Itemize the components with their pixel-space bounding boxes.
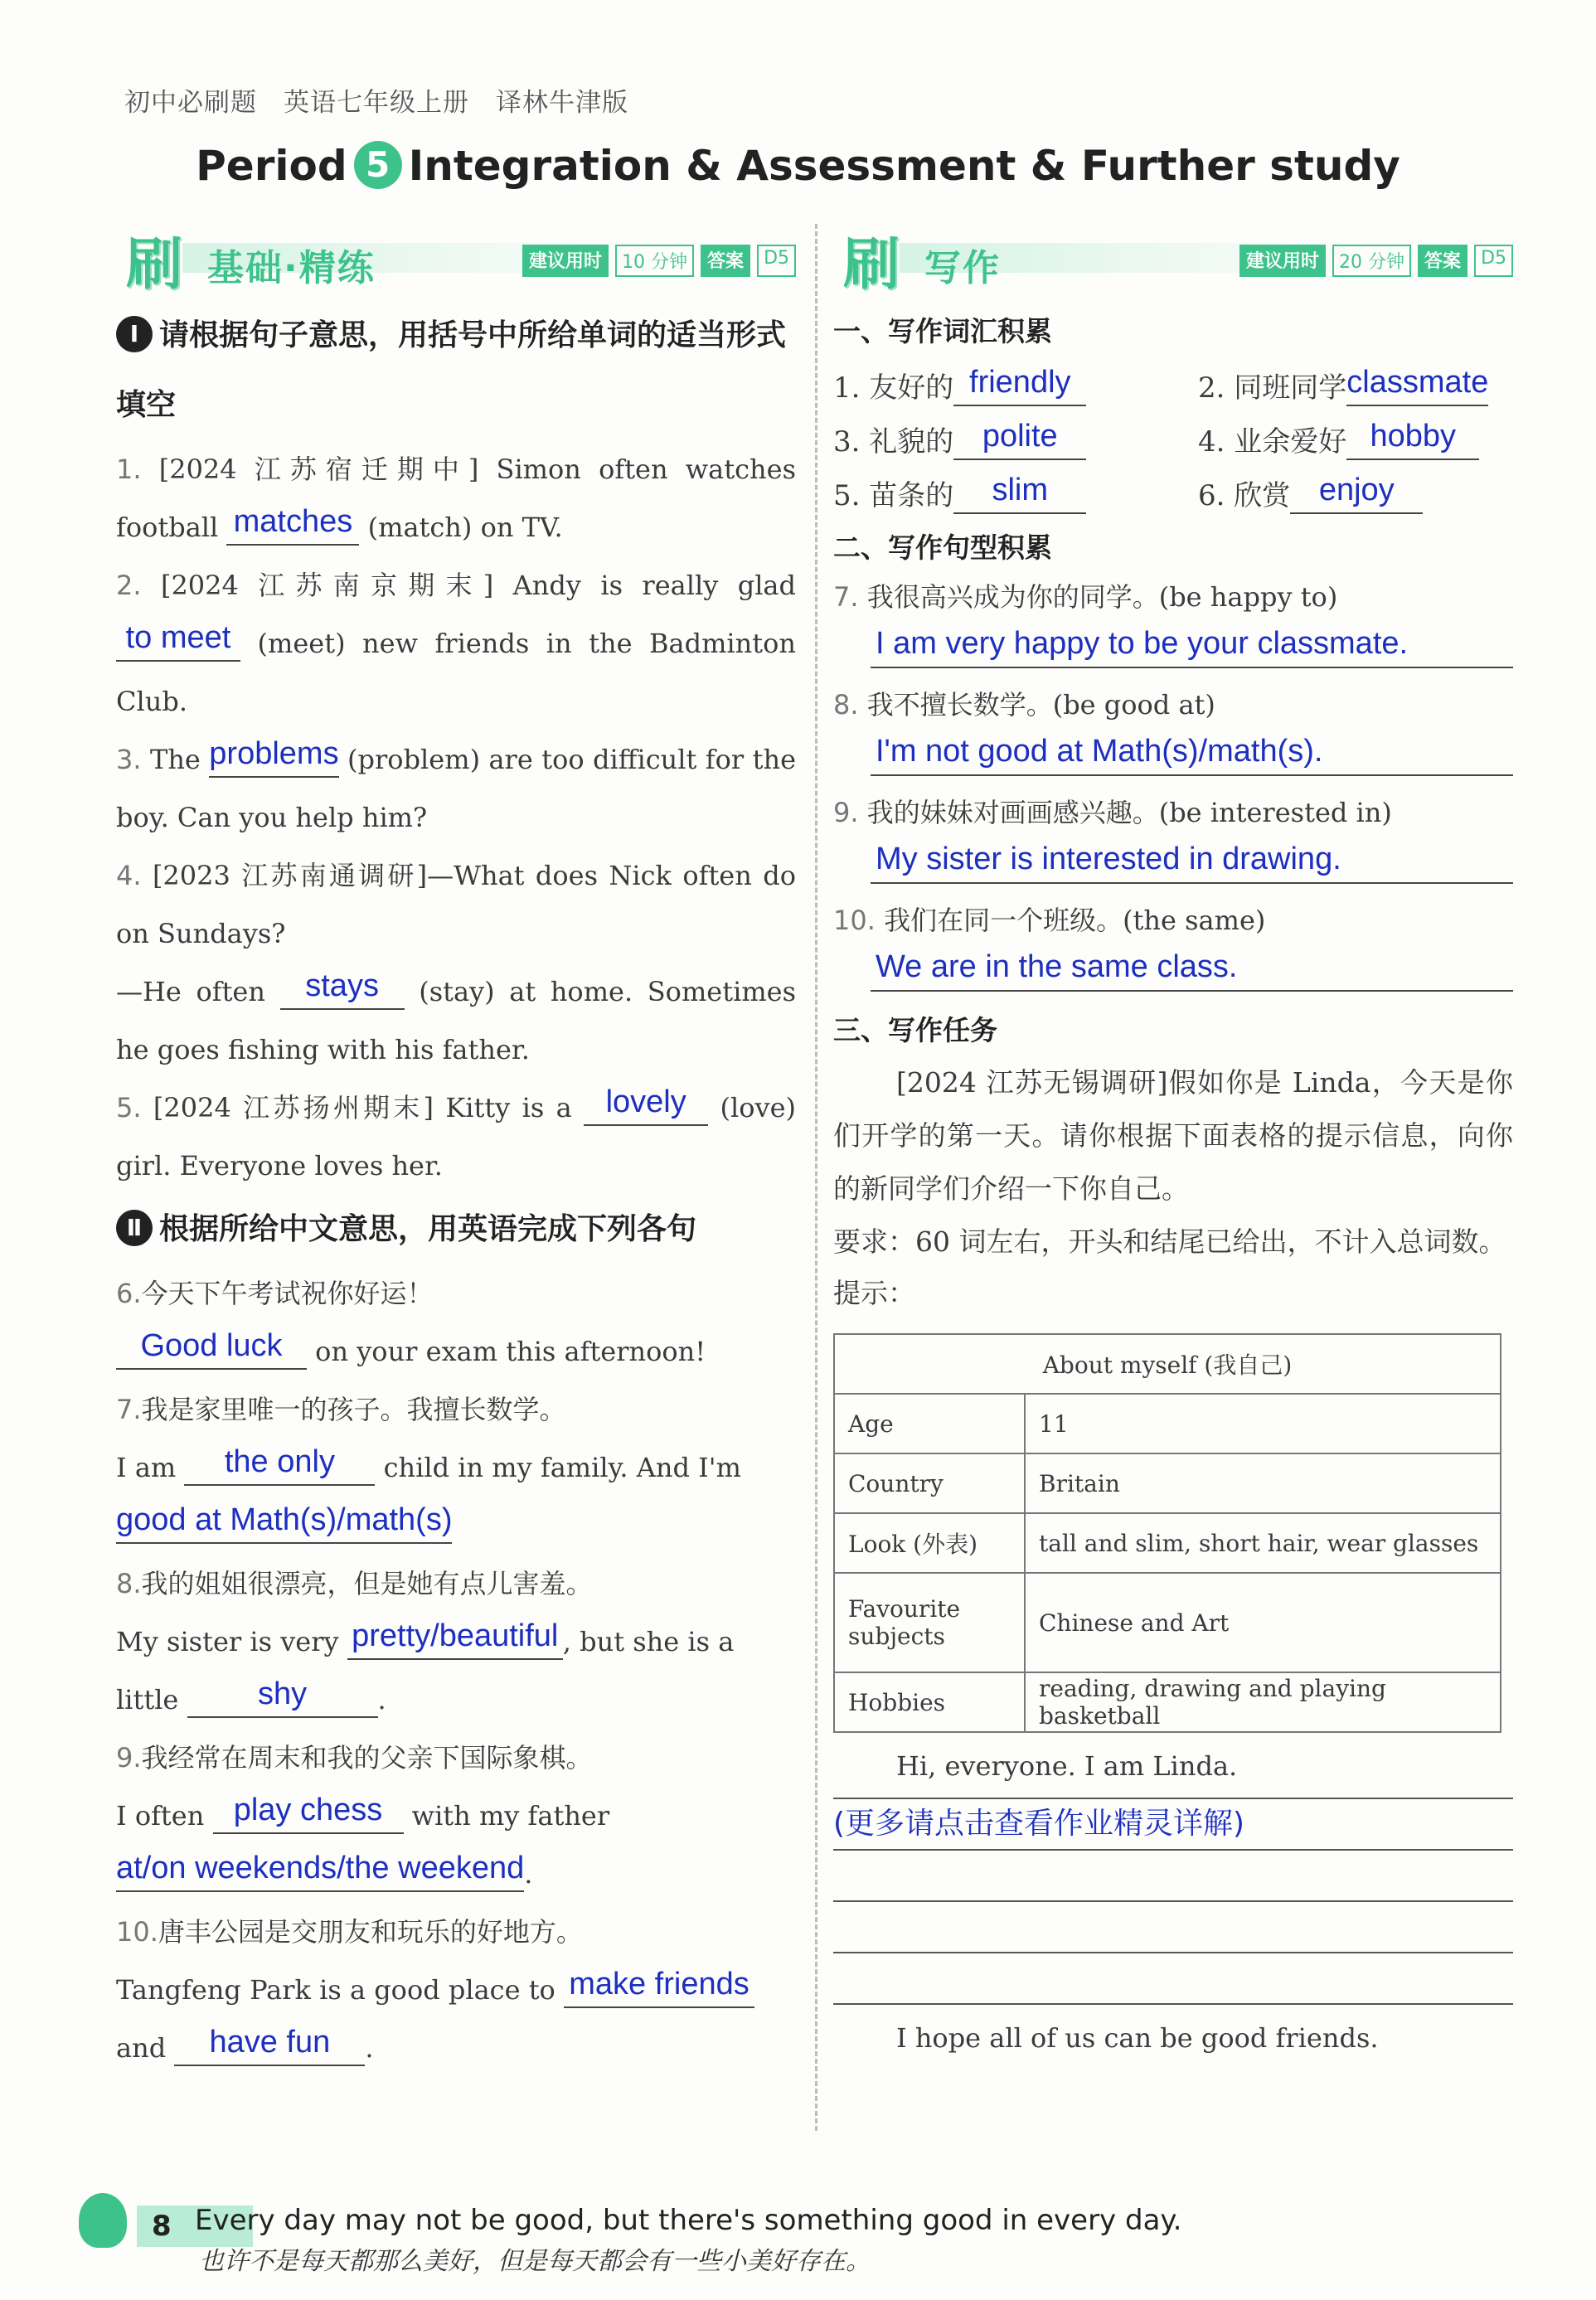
- q-text: .: [524, 1858, 533, 1890]
- question-4: [116, 847, 796, 1079]
- answer-blank: [347, 1614, 563, 1660]
- handwritten-answer: enjoy: [1318, 473, 1395, 507]
- answer-blank: [187, 1672, 378, 1718]
- handwritten-answer: to meet: [125, 620, 231, 655]
- q-text: —He often: [116, 976, 265, 1007]
- q-number: 8.: [833, 689, 859, 721]
- q-text: Tangfeng Park is a good place to: [116, 1974, 555, 2006]
- q-text: I often: [116, 1800, 205, 1832]
- table-key: Age: [834, 1394, 1025, 1453]
- answer-blank: [1346, 361, 1488, 406]
- q-text: (match) on TV.: [367, 512, 563, 543]
- table-header: About myself (我自己): [834, 1334, 1501, 1394]
- writing-line: [833, 1851, 1513, 1902]
- answer-blank: [564, 1963, 754, 2008]
- q-number: 2.: [1198, 371, 1225, 405]
- left-banner: [116, 220, 796, 298]
- section-1-heading: [116, 301, 796, 440]
- banner-brush-char: 刷: [843, 232, 900, 298]
- q-text: (love) girl. Everyone loves her.: [116, 1092, 797, 1182]
- q-number: 3.: [833, 425, 861, 459]
- vocab-item: [1198, 415, 1505, 468]
- table-row: [834, 1672, 1501, 1732]
- q-text: and: [116, 2032, 167, 2064]
- right-column: [833, 220, 1513, 2071]
- table-row: [834, 1513, 1501, 1573]
- q-number: 9.: [116, 1742, 142, 1774]
- sentence-item: [833, 682, 1513, 776]
- q-text: .: [377, 1684, 386, 1715]
- answer-blank: [953, 361, 1086, 406]
- handwritten-answer: have fun: [209, 2025, 331, 2060]
- q-text: I am: [116, 1452, 177, 1483]
- task-description: [2024 江苏无锡调研]假如你是 Linda，今天是你们开学的第一天。请你根据下面表格的提示信息，向你的新同学们介绍一下你自己。: [833, 1066, 1513, 1205]
- handwritten-answer: at/on weekends/the weekend: [116, 1851, 525, 1885]
- q-text: with my father: [411, 1800, 610, 1832]
- q-text: [2024 江苏宿迁期中] Simon often watches football: [116, 454, 796, 543]
- answer-page: D5: [1474, 245, 1513, 277]
- answer-blank: [953, 468, 1086, 514]
- q-text: child in my family. And I'm: [383, 1452, 741, 1483]
- handwritten-answer: lovely: [605, 1084, 686, 1119]
- handwritten-answer: Good luck: [140, 1328, 283, 1363]
- answer-blank: [1290, 468, 1423, 514]
- q-number: 5.: [833, 479, 861, 512]
- vocab-chinese: 友好的: [869, 371, 954, 405]
- hint-label: 提示：: [833, 1277, 915, 1309]
- q-chinese: 唐丰公园是交朋友和玩乐的好地方。: [158, 1916, 583, 1948]
- q-number: 7.: [116, 1394, 142, 1425]
- q-text: (meet) new friends in the Badminton Club.: [116, 628, 797, 717]
- question-6: [116, 1264, 796, 1380]
- sentence-item: [833, 789, 1513, 884]
- handwritten-answer: classmate: [1346, 365, 1489, 400]
- q-number: 7.: [833, 581, 859, 613]
- answer-blank: [116, 1846, 524, 1892]
- column-divider: [815, 224, 817, 2131]
- table-row: [834, 1573, 1501, 1672]
- q-number: 3.: [116, 744, 142, 775]
- writing-line: [833, 1953, 1513, 2005]
- q-chinese: 今天下午考试祝你好运！: [141, 1278, 434, 1309]
- title-rest: Integration & Assessment & Further study: [408, 142, 1400, 190]
- question-1: [116, 440, 796, 556]
- section-2-heading: [116, 1195, 796, 1264]
- left-column: [116, 220, 796, 2077]
- question-9: [116, 1729, 796, 1903]
- table-row: [834, 1453, 1501, 1513]
- vocab-item: [1198, 468, 1505, 522]
- handwritten-answer: hobby: [1370, 419, 1457, 454]
- sentence-item: [833, 897, 1513, 992]
- answer-blank: [226, 500, 359, 546]
- answer-blank: [116, 1324, 307, 1370]
- table-key: Country: [834, 1453, 1025, 1513]
- handwritten-answer: stays: [305, 968, 379, 1003]
- q-text: The: [149, 744, 201, 775]
- answer-blank: [184, 1440, 375, 1486]
- q-text: [2024 江苏扬州期末] Kitty is a: [153, 1092, 572, 1123]
- table-key: Hobbies: [834, 1672, 1025, 1732]
- banner-brush-char: 刷: [126, 232, 183, 298]
- vocab-item: [1198, 361, 1505, 415]
- handwritten-answer: I'm not good at Math(s)/math(s).: [871, 728, 1513, 776]
- info-table: [833, 1333, 1501, 1733]
- q-text: .: [365, 2032, 374, 2064]
- writing-sentence-heading: 二、写作句型积累: [833, 531, 1052, 564]
- table-row: [834, 1394, 1501, 1453]
- vocab-item: [833, 468, 1198, 522]
- answer-blank: [209, 732, 338, 778]
- q-number: 10.: [116, 1916, 158, 1948]
- q-text: My sister is very: [116, 1626, 339, 1657]
- banner-subtitle: 基础·精练: [207, 247, 376, 289]
- answer-blank: [280, 964, 405, 1010]
- q-number: 4.: [1198, 425, 1225, 459]
- handwritten-answer: I am very happy to be your classmate.: [871, 620, 1513, 668]
- question-5: [116, 1079, 796, 1195]
- answer-blank: [116, 1498, 452, 1544]
- footer-quote-zh: 也许不是每天都那么美好，但是每天都会有一些小美好存在。: [199, 2247, 871, 2276]
- handwritten-answer: My sister is interested in drawing.: [871, 836, 1513, 884]
- answer-blank: [174, 2021, 365, 2066]
- time-label: 建议用时: [522, 245, 609, 277]
- writing-task-heading: 三、写作任务: [833, 1014, 997, 1046]
- q-number: 8.: [116, 1568, 142, 1599]
- q-chinese: 我的妹妹对画画感兴趣。(be interested in): [866, 797, 1392, 828]
- q-text: , but she is a little: [116, 1626, 735, 1715]
- question-3: [116, 730, 796, 847]
- table-key: Look (外表): [834, 1513, 1025, 1573]
- section-2-number: Ⅱ: [116, 1210, 153, 1246]
- writing-line: [833, 1902, 1513, 1953]
- page-title: [0, 141, 1596, 190]
- q-number: 10.: [833, 905, 876, 936]
- question-7: [116, 1380, 796, 1555]
- page-number: 8: [137, 2205, 253, 2247]
- more-link[interactable]: (更多请点击查看作业精灵详解): [833, 1799, 1513, 1851]
- question-2: [116, 556, 796, 730]
- banner-tags: [522, 245, 796, 277]
- q-number: 1.: [116, 454, 142, 485]
- q-chinese: 我的姐姐很漂亮，但是她有点儿害羞。: [141, 1568, 593, 1599]
- handwritten-answer: friendly: [969, 365, 1071, 400]
- q-text: [2024 江苏南京期末] Andy is really glad: [160, 570, 796, 601]
- right-banner: [833, 220, 1513, 298]
- handwritten-answer: matches: [233, 504, 353, 539]
- table-value: reading, drawing and playing basketball: [1025, 1672, 1501, 1732]
- section-2-title: 根据所给中文意思，用英语完成下列各句: [159, 1212, 697, 1246]
- book-header: 初中必刷题 英语七年级上册 译林牛津版: [124, 88, 628, 118]
- section-1-title: 请根据句子意思，用括号中所给单词的适当形式填空: [116, 318, 787, 422]
- handwritten-answer: pretty/beautiful: [352, 1618, 559, 1653]
- time-value: 20 分钟: [1332, 245, 1411, 277]
- table-value: tall and slim, short hair, wear glasses: [1025, 1513, 1501, 1573]
- answer-blank: [116, 616, 240, 662]
- q-number: 6.: [1198, 479, 1225, 512]
- question-8: [116, 1555, 796, 1729]
- vocab-chinese: 欣赏: [1234, 479, 1291, 512]
- q-text: (stay) at home. Sometimes he goes fishing with his father.: [116, 976, 797, 1065]
- answer-blank: [584, 1080, 708, 1126]
- handwritten-answer: make friends: [569, 1967, 749, 2002]
- sentence-item: [833, 574, 1513, 668]
- time-label: 建议用时: [1239, 245, 1326, 277]
- handwritten-answer: play chess: [233, 1793, 383, 1827]
- answer-page: D5: [757, 245, 796, 277]
- banner-tags: [1239, 245, 1513, 277]
- q-chinese: 我们在同一个班级。(the same): [884, 905, 1266, 936]
- answer-label: 答案: [701, 245, 750, 277]
- lightbulb-icon: [79, 2193, 127, 2248]
- vocab-list: [833, 361, 1513, 522]
- q-number: 5.: [116, 1092, 142, 1123]
- vocab-chinese: 业余爱好: [1234, 425, 1347, 459]
- vocab-chinese: 同班同学: [1234, 371, 1347, 405]
- question-10: [116, 1903, 796, 2077]
- page-footer: [79, 2189, 1538, 2280]
- handwritten-answer: polite: [982, 419, 1058, 454]
- writing-start: Hi, everyone. I am Linda.: [833, 1733, 1513, 1799]
- q-chinese: 我不擅长数学。(be good at): [866, 689, 1215, 721]
- writing-end: I hope all of us can be good friends.: [896, 2022, 1379, 2054]
- time-value: 10 分钟: [615, 245, 694, 277]
- q-chinese: 我很高兴成为你的同学。(be happy to): [866, 581, 1338, 613]
- task-requirement: 要求：60 词左右，开头和结尾已给出，不计入总词数。: [833, 1225, 1506, 1258]
- table-value: 11: [1025, 1394, 1501, 1453]
- handwritten-answer: good at Math(s)/math(s): [116, 1502, 453, 1537]
- table-key: Favourite subjects: [834, 1573, 1025, 1672]
- handwritten-answer: the only: [224, 1444, 335, 1479]
- answer-blank: [213, 1788, 404, 1834]
- handwritten-answer: problems: [209, 736, 339, 771]
- handwritten-answer: shy: [257, 1676, 308, 1711]
- vocab-item: [833, 415, 1198, 468]
- q-text: on your exam this afternoon!: [315, 1336, 706, 1367]
- table-value: Britain: [1025, 1453, 1501, 1513]
- answer-blank: [1346, 415, 1479, 460]
- q-number: 6.: [116, 1278, 142, 1309]
- vocab-chinese: 礼貌的: [869, 425, 954, 459]
- q-chinese: 我是家里唯一的孩子。我擅长数学。: [141, 1394, 566, 1425]
- answer-blank: [953, 415, 1086, 460]
- banner-subtitle: 写作: [924, 247, 1001, 289]
- period-label: Period: [196, 142, 347, 190]
- table-value: Chinese and Art: [1025, 1573, 1501, 1672]
- q-text: [2023 江苏南通调研]—What does Nick often do on Sundays?: [116, 860, 796, 949]
- vocab-item: [833, 361, 1198, 415]
- handwritten-answer: We are in the same class.: [871, 944, 1513, 992]
- q-chinese: 我经常在周末和我的父亲下国际象棋。: [141, 1742, 593, 1774]
- period-number: 5: [354, 141, 402, 189]
- footer-quote-en: Every day may not be good, but there's something good in every day.: [195, 2204, 1182, 2237]
- handwritten-answer: slim: [992, 473, 1049, 507]
- answer-label: 答案: [1418, 245, 1467, 277]
- q-number: 4.: [116, 860, 142, 891]
- vocab-chinese: 苗条的: [869, 479, 954, 512]
- section-1-number: Ⅰ: [116, 316, 153, 352]
- q-number: 2.: [116, 570, 142, 601]
- q-number: 9.: [833, 797, 859, 828]
- q-number: 1.: [833, 371, 861, 405]
- writing-vocab-heading: 一、写作词汇积累: [833, 315, 1052, 347]
- q-text: (problem) are too difficult for the boy. Can you help him?: [116, 744, 797, 833]
